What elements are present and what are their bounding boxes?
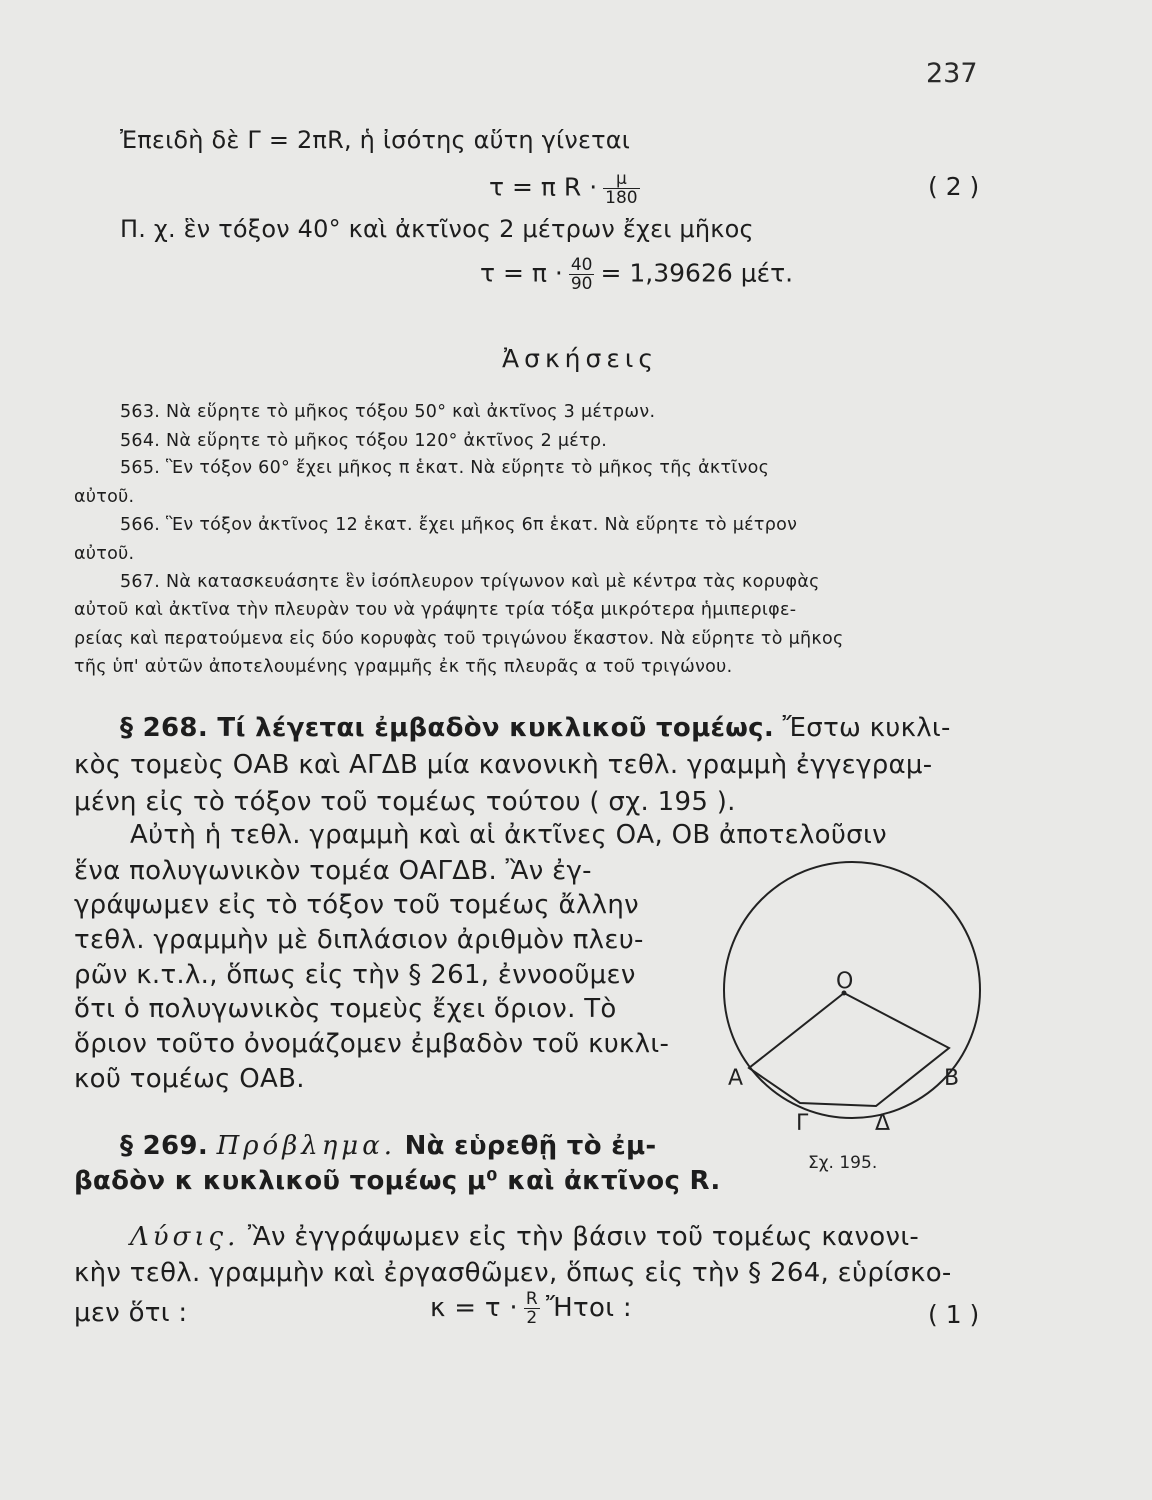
figure-label-d: Δ (875, 1111, 891, 1136)
solution-line-3-start: μεν ὅτι : (74, 1298, 188, 1328)
section-268-line-4: ἕνα πολυγωνικὸν τομέα ΟΑΓΔΒ. Ἂν ἐγ- (74, 856, 592, 886)
figure-label-o: Ο (836, 969, 854, 994)
section-269-title-line-1 (120, 1131, 657, 1161)
exercise-567-line4: τῆς ὑπ' αὐτῶν ἀποτελουμένης γραμμῆς ἐκ τῆς πλευρᾶς α τοῦ τριγώνου. (74, 657, 733, 677)
section-268-line-9: ὅριον τοῦτο ὀνομάζομεν ἐμβαδὸν τοῦ κυκλι- (74, 1029, 670, 1059)
exercise-566-cont: αὐτοῦ. (74, 544, 135, 564)
formula-2-lhs: τ = π R · (489, 172, 598, 202)
formula-example-num: 40 (570, 255, 593, 275)
exercise-567-line2: αὐτοῦ καὶ ἀκτῖνα τὴν πλευρὰν του νὰ γράψητε τρία τόξα μικρότερα ἡμιπεριφε- (74, 600, 797, 620)
formula-example-fraction (569, 256, 595, 293)
solution-label: Λύσις. (130, 1222, 240, 1252)
solution-formula (430, 1290, 632, 1327)
section-268-line-10: κοῦ τομέως ΟΑΒ. (74, 1064, 305, 1094)
section-268-line-7: ρῶν κ.τ.λ., ὅπως εἰς τὴν § 261, ἐννοοῦμεν (74, 960, 636, 990)
exercises-heading: Ἀσκήσεις (502, 344, 659, 373)
equation-tag-1: ( 1 ) (928, 1300, 980, 1329)
exercise-565-cont: αὐτοῦ. (74, 487, 135, 507)
figure-label-g: Γ (796, 1111, 809, 1136)
section-268-title-line (120, 713, 951, 743)
figure-195 (712, 850, 992, 1180)
solution-formula-num: R (525, 1289, 539, 1309)
formula-2-fraction (603, 170, 639, 207)
solution-formula-lhs: κ = τ · (430, 1293, 518, 1323)
section-268-line-5: γράψωμεν εἰς τὸ τόξον τοῦ τομέως ἄλλην (74, 890, 639, 920)
example-line: Π. χ. ἓν τόξον 40° καὶ ἀκτῖνος 2 μέτρων ἔχει μῆκος (120, 215, 754, 243)
section-268-line-3: Αὐτὴ ἡ τεθλ. γραμμὴ καὶ αἱ ἀκτῖνες ΟΑ, ΟΒ ἀποτελοῦσιν (130, 820, 887, 850)
solution-formula-fraction (524, 1290, 540, 1327)
solution-formula-after: Ἤτοι : (546, 1293, 632, 1323)
solution-line-2: κὴν τεθλ. γραμμὴν καὶ ἐργασθῶμεν, ὅπως εἰς τὴν § 264, εὑρίσκο- (74, 1258, 952, 1288)
figure-label-b: Β (944, 1066, 960, 1091)
section-268-title: § 268. Τί λέγεται ἐμβαδὸν κυκλικοῦ τομέως. (120, 713, 775, 743)
formula-2-num: μ (615, 169, 627, 189)
section-269-bold-1: Νὰ εὑρεθῇ τὸ ἐμ- (404, 1131, 657, 1161)
formula-2-den: 180 (605, 188, 638, 208)
formula-example-lhs: τ = π · (480, 258, 563, 288)
intro-line: Ἐπειδὴ δὲ Γ = 2πR, ἡ ἰσότης αὕτη γίνεται (120, 126, 631, 154)
section-268-line-2: μένη εἰς τὸ τόξον τοῦ τομέως τούτου ( σχ. 195 ). (74, 787, 736, 817)
section-268-line-8: ὅτι ὁ πολυγωνικὸς τομεὺς ἔχει ὅριον. Τὸ (74, 994, 617, 1024)
figure-caption: Σχ. 195. (808, 1153, 878, 1173)
equation-tag-2: ( 2 ) (928, 172, 980, 201)
solution-formula-den: 2 (524, 1308, 540, 1327)
figure-sector-polygon (749, 993, 949, 1106)
section-268-title-rest: Ἔστω κυκλι- (774, 713, 951, 743)
exercise-563: 563. Νὰ εὕρητε τὸ μῆκος τόξου 50° καὶ ἀκτῖνος 3 μέτρων. (120, 402, 656, 422)
solution-line-1 (130, 1222, 919, 1252)
formula-example-rhs: = 1,39626 μέτ. (600, 258, 794, 288)
figure-chord (749, 1048, 949, 1068)
exercise-564: 564. Νὰ εὕρητε τὸ μῆκος τόξου 120° ἀκτῖνος 2 μέτρ. (120, 431, 608, 451)
exercise-567-line3: ρείας καὶ περατούμενα εἰς δύο κορυφὰς τοῦ τριγώνου ἕκαστον. Νὰ εὕρητε τὸ μῆκος (74, 629, 844, 649)
exercise-566: 566. Ἓν τόξον ἀκτῖνος 12 ἑκατ. ἔχει μῆκος 6π ἑκατ. Νὰ εὕρητε τὸ μέτρον (120, 515, 798, 535)
section-269-number: § 269. (120, 1131, 209, 1161)
formula-example-den: 90 (570, 274, 593, 294)
formula-2 (489, 170, 646, 207)
section-268-line-6: τεθλ. γραμμὴν μὲ διπλάσιον ἀριθμὸν πλευ- (74, 925, 644, 955)
exercise-565: 565. Ἓν τόξον 60° ἔχει μῆκος π ἑκατ. Νὰ εὕρητε τὸ μῆκος τῆς ἀκτῖνος (120, 458, 770, 478)
section-268-line-1: κὸς τομεὺς ΟΑΒ καὶ ΑΓΔΒ μία κανονικὴ τεθλ. γραμμὴ ἐγγεγραμ- (74, 750, 933, 780)
formula-example (480, 256, 793, 293)
section-269-label: Πρόβλημα. (216, 1131, 397, 1161)
section-269-bold-2: βαδὸν κ κυκλικοῦ τομέως μ⁰ καὶ ἀκτῖνος R. (74, 1166, 721, 1196)
solution-line-1-rest: Ἂν ἐγγράψωμεν εἰς τὴν βάσιν τοῦ τομέως κανονι- (239, 1222, 920, 1252)
exercise-567: 567. Νὰ κατασκευάσητε ἓν ἰσόπλευρον τρίγωνον καὶ μὲ κέντρα τὰς κορυφὰς (120, 572, 820, 592)
figure-label-a: Α (728, 1066, 744, 1091)
page-number: 237 (926, 58, 978, 89)
